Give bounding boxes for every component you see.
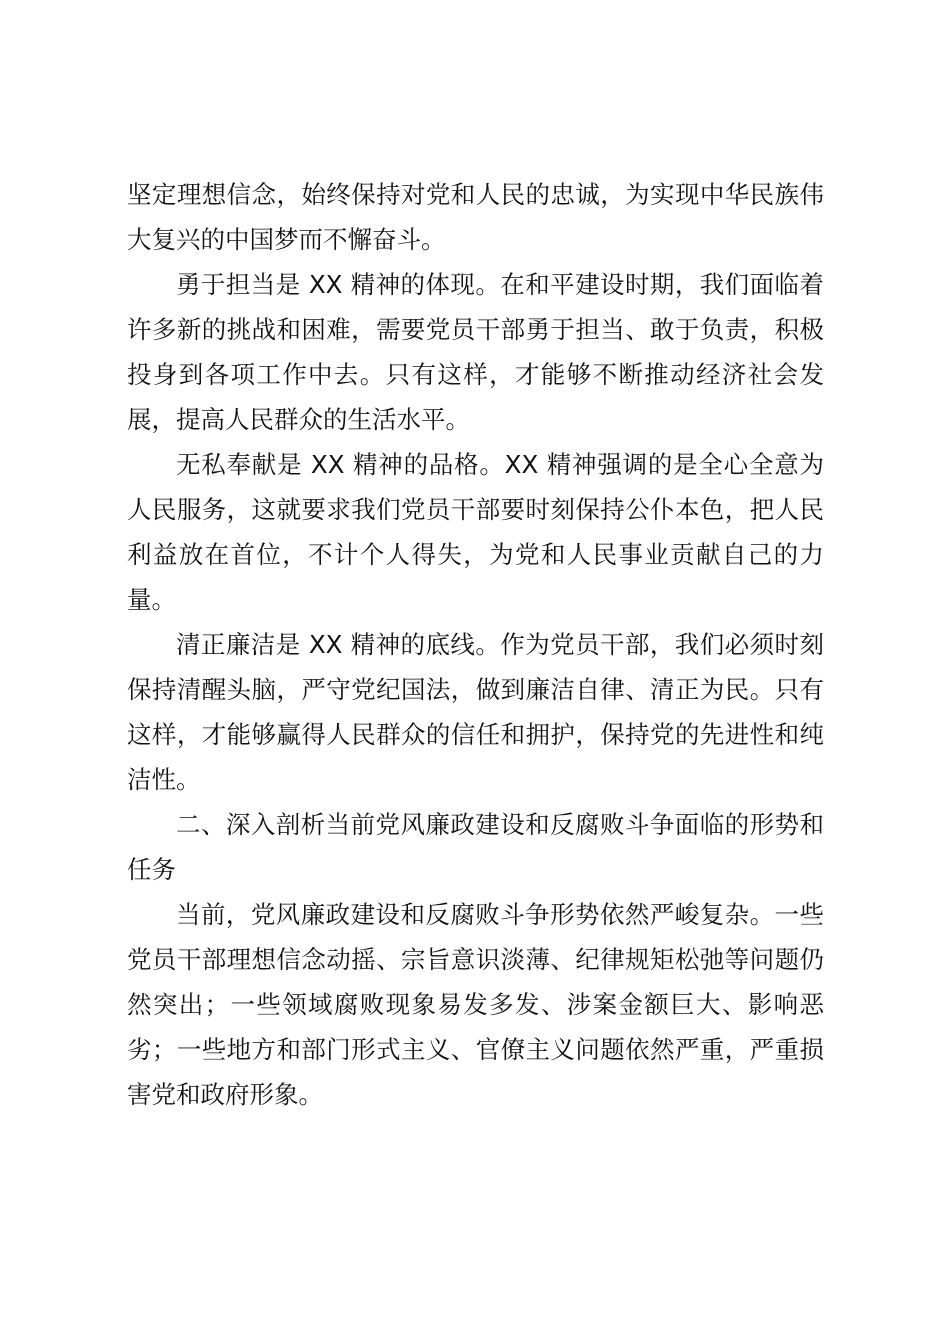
paragraph-situation: 当前，党风廉政建设和反腐败斗争形势依然严峻复杂。一些党员干部理想信念动摇、宗旨意识淡薄、纪律规矩松弛等问题仍然突出；一些领域腐败现象易发多发、涉案金额巨大、影响恶劣；一些地方和部门形式主义、官僚主义问题依然严重，严重损害党和政府形象。 (127, 900, 824, 1109)
section-heading: 二、深入剖析当前党风廉政建设和反腐败斗争面临的形势和任务 (127, 810, 824, 884)
paragraph-integrity: 清正廉洁是 XX 精神的底线。作为党员干部，我们必须时刻保持清醒头脑，严守党纪国法，做到廉洁自律、清正为民。只有这样，才能够赢得人民群众的信任和拥护，保持党的先进性和纯洁性。 (127, 630, 824, 794)
paragraph-continuation: 坚定理想信念，始终保持对党和人民的忠诚，为实现中华民族伟大复兴的中国梦而不懈奋斗。 (127, 180, 824, 254)
paragraph-courage: 勇于担当是 XX 精神的体现。在和平建设时期，我们面临着许多新的挑战和困难，需要党员干部勇于担当、敢于负责，积极投身到各项工作中去。只有这样，才能够不断推动经济社会发展，提高人民群众的生活水平。 (127, 270, 824, 434)
paragraph-dedication: 无私奉献是 XX 精神的品格。XX 精神强调的是全心全意为人民服务，这就要求我们党员干部要时刻保持公仆本色，把人民利益放在首位，不计个人得失，为党和人民事业贡献自己的力量。 (127, 450, 824, 614)
document-body (127, 172, 824, 1117)
